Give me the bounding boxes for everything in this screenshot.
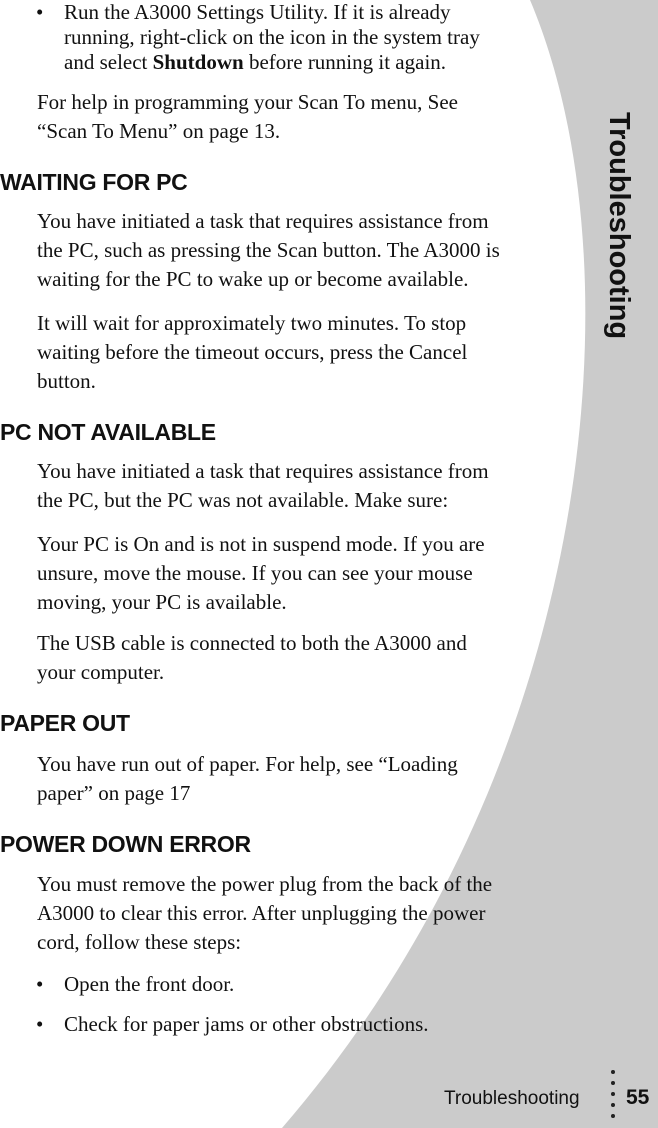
footer-dot-leader bbox=[611, 1070, 617, 1124]
heading-power-down-error: POWER DOWN ERROR bbox=[0, 831, 251, 857]
paragraph-line: “Scan To Menu” on page 13. bbox=[37, 119, 281, 143]
not-available-paragraph-1 bbox=[37, 457, 567, 515]
page-number: 55 bbox=[626, 1086, 650, 1109]
footer-section-label: Troubleshooting bbox=[444, 1088, 580, 1109]
waiting-paragraph-1 bbox=[37, 207, 567, 294]
paragraph-line: Your PC is On and is not in suspend mode. If you are bbox=[37, 532, 485, 556]
waiting-paragraph-2 bbox=[37, 309, 567, 396]
bullet-marker: • bbox=[36, 1012, 44, 1036]
paragraph-line: moving, your PC is available. bbox=[37, 590, 287, 614]
bullet-line: Run the A3000 Settings Utility. If it is already bbox=[64, 0, 451, 24]
bullet-line: running, right-click on the icon in the system tray bbox=[64, 25, 480, 49]
paragraph-line: cord, follow these steps: bbox=[37, 930, 242, 954]
scan-help-paragraph bbox=[37, 88, 567, 146]
bullet-line bbox=[64, 50, 564, 75]
paragraph-line: You have initiated a task that requires assistance from bbox=[37, 209, 489, 233]
paragraph-line: paper” on page 17 bbox=[37, 781, 191, 805]
paragraph-line: The USB cable is connected to both the A3000 and bbox=[37, 631, 467, 655]
paragraph-line: waiting for the PC to wake up or become available. bbox=[37, 267, 469, 291]
paragraph-line: the PC, such as pressing the Scan button. The A3000 is bbox=[37, 238, 500, 262]
bullet-item-open-front-door: Open the front door. bbox=[64, 972, 235, 996]
paragraph-line: You have run out of paper. For help, see “Loading bbox=[37, 752, 458, 776]
not-available-paragraph-3 bbox=[37, 629, 567, 687]
power-down-paragraph bbox=[37, 870, 567, 957]
heading-waiting-for-pc: WAITING FOR PC bbox=[0, 169, 188, 195]
shutdown-emphasis: Shutdown bbox=[152, 50, 244, 74]
paragraph-line: waiting before the timeout occurs, press the Cancel bbox=[37, 340, 468, 364]
paragraph-line: You have initiated a task that requires assistance from bbox=[37, 459, 489, 483]
bullet-line-pre: and select bbox=[64, 50, 153, 74]
paragraph-line: You must remove the power plug from the back of the bbox=[37, 872, 493, 896]
bullet-line-post: before running it again. bbox=[243, 50, 447, 74]
bullet-marker: • bbox=[36, 0, 44, 24]
paper-out-paragraph bbox=[37, 750, 567, 808]
bullet-item-settings-utility bbox=[64, 0, 564, 75]
paragraph-line: the PC, but the PC was not available. Make sure: bbox=[37, 488, 449, 512]
bullet-marker: • bbox=[36, 972, 44, 996]
heading-pc-not-available: PC NOT AVAILABLE bbox=[0, 419, 216, 445]
paragraph-line: unsure, move the mouse. If you can see your mouse bbox=[37, 561, 473, 585]
paragraph-line: It will wait for approximately two minutes. To stop bbox=[37, 311, 467, 335]
paragraph-line: A3000 to clear this error. After unplugging the power bbox=[37, 901, 486, 925]
paragraph-line: button. bbox=[37, 369, 96, 393]
bullet-item-check-jams: Check for paper jams or other obstructions. bbox=[64, 1012, 429, 1036]
paragraph-line: your computer. bbox=[37, 660, 165, 684]
paragraph-line: For help in programming your Scan To menu, See bbox=[37, 90, 458, 114]
not-available-paragraph-2 bbox=[37, 530, 567, 617]
heading-paper-out: PAPER OUT bbox=[0, 710, 130, 736]
side-tab-title: Troubleshooting bbox=[603, 112, 635, 340]
